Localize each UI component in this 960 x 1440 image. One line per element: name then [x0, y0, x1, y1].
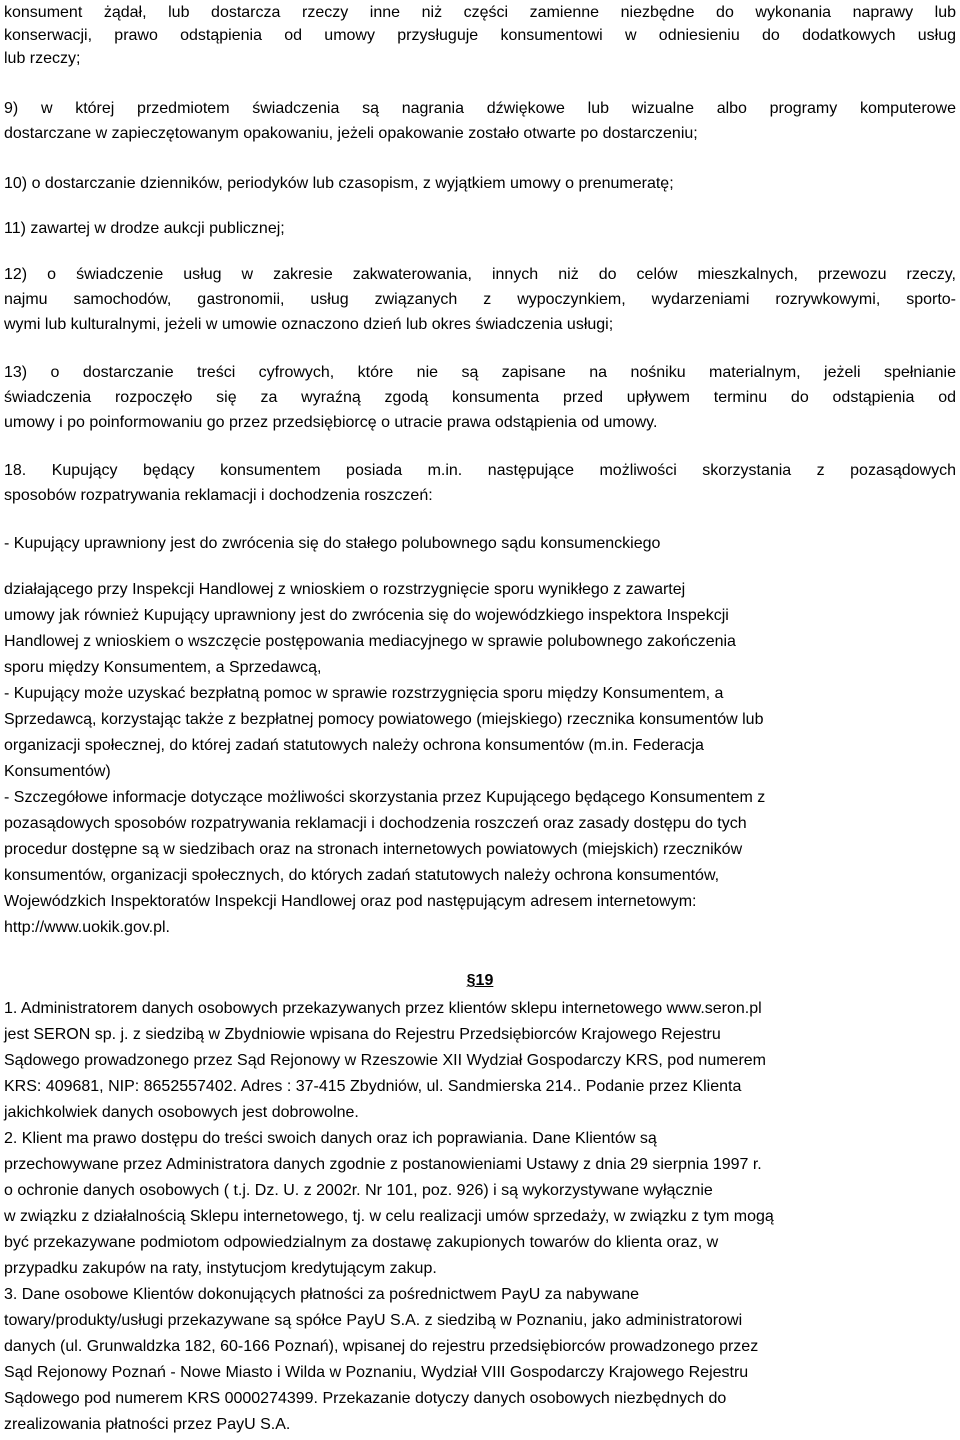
- text-line: 10) o dostarczanie dzienników, periodyków lub czasopism, z wyjątkiem umowy o prenumeratę;: [4, 175, 674, 192]
- text-line: - Kupujący uprawniony jest do zwrócenia się do stałego polubownego sądu konsumenckiego: [4, 535, 661, 552]
- text-line: w związku z działalnością Sklepu internetowego, tj. w celu realizacji umów sprzedaży, w związku z tym mogą: [4, 1208, 774, 1225]
- text-line: jakichkolwiek danych osobowych jest dobrowolne.: [4, 1104, 359, 1121]
- text-line: 1. Administratorem danych osobowych przekazywanych przez klientów sklepu internetowego www.seron.pl: [4, 1000, 762, 1017]
- section-number: §19: [466, 972, 494, 989]
- text-line: wymi lub kulturalnymi, jeżeli w umowie oznaczono dzień lub okres świadczenia usługi;: [4, 316, 614, 333]
- text-line: być przekazywane podmiotom odpowiedzialnym za dostawę zakupionych towarów do klienta oraz, w: [4, 1234, 719, 1251]
- text-line: konsument żądał, lub dostarcza rzeczy inne niż części zamienne niezbędne do wykonania naprawy lub: [4, 4, 956, 21]
- text-line: Handlowej z wnioskiem o wszczęcie postępowania mediacyjnego w sprawie polubownego zakończenia: [4, 633, 736, 650]
- text-line: Sądowego prowadzonego przez Sąd Rejonowy w Rzeszowie XII Wydział Gospodarczy KRS, pod numerem: [4, 1052, 767, 1069]
- text-line: Sądowego pod numerem KRS 0000274399. Przekazanie dotyczy danych osobowych niezbędnych do: [4, 1390, 727, 1407]
- text-line: - Szczegółowe informacje dotyczące możliwości skorzystania przez Kupującego będącego Konsumentem z: [4, 789, 766, 806]
- text-line: umowy i po poinformowaniu go przez przedsiębiorcę o utracie prawa odstąpienia od umowy.: [4, 414, 658, 431]
- text-line: jest SERON sp. j. z siedzibą w Zbydniowie wpisana do Rejestru Przedsiębiorców Krajowego Rejestru: [4, 1026, 721, 1043]
- text-line: przechowywane przez Administratora danych zgodnie z postanowieniami Ustawy z dnia 29 sierpnia 1997 r.: [4, 1156, 762, 1173]
- text-line: o ochronie danych osobowych ( t.j. Dz. U. z 2002r. Nr 101, poz. 926) i są wykorzystywane wyłącznie: [4, 1182, 713, 1199]
- text-line: umowy jak również Kupujący uprawniony jest do zwrócenia się do wojewódzkiego inspektora Inspekcji: [4, 607, 729, 624]
- section-heading: [0, 968, 960, 994]
- text-line: Sąd Rejonowy Poznań - Nowe Miasto i Wilda w Poznaniu, Wydział VIII Gospodarczy Krajowego Rejestru: [4, 1364, 749, 1381]
- text-line: sporu między Konsumentem, a Sprzedawcą,: [4, 659, 322, 676]
- text-line: pozasądowych sposobów rozpatrywania reklamacji i dochodzenia roszczeń oraz zasady dostępu do tych: [4, 815, 747, 832]
- text-line: 13) o dostarczanie treści cyfrowych, które nie są zapisane na nośniku materialnym, jeżeli spełnianie: [4, 364, 956, 381]
- text-line: 11) zawartej w drodze aukcji publicznej;: [4, 220, 285, 237]
- text-line: 18. Kupujący będący konsumentem posiada m.in. następujące możliwości skorzystania z pozasądowych: [4, 462, 956, 479]
- text-line: 12) o świadczenie usług w zakresie zakwaterowania, innych niż do celów mieszkalnych, przewozu rzeczy,: [4, 266, 956, 283]
- text-line: http://www.uokik.gov.pl.: [4, 919, 170, 936]
- text-line: 2. Klient ma prawo dostępu do treści swoich danych oraz ich poprawiania. Dane Klientów są: [4, 1130, 657, 1147]
- text-line: - Kupujący może uzyskać bezpłatną pomoc w sprawie rozstrzygnięcia sporu między Konsumentem, a: [4, 685, 724, 702]
- text-line: Sprzedawcą, korzystając także z bezpłatnej pomocy powiatowego (miejskiego) rzecznika konsumentów lub: [4, 711, 764, 728]
- text-line: działającego przy Inspekcji Handlowej z wnioskiem o rozstrzygnięcie sporu wynikłego z zawartej: [4, 581, 686, 598]
- text-line: 3. Dane osobowe Klientów dokonujących płatności za pośrednictwem PayU za nabywane: [4, 1286, 640, 1303]
- text-line: dostarczane w zapieczętowanym opakowaniu, jeżeli opakowanie zostało otwarte po dostarczeniu;: [4, 125, 698, 142]
- text-line: sposobów rozpatrywania reklamacji i dochodzenia roszczeń:: [4, 487, 433, 504]
- text-line: KRS: 409681, NIP: 8652557402. Adres : 37-415 Zbydniów, ul. Sandmierska 214.. Podanie przez Klienta: [4, 1078, 742, 1095]
- text-line: konsumentów, organizacji społecznych, do których zadań statutowych należy ochrona konsumentów,: [4, 867, 720, 884]
- text-line: lub rzeczy;: [4, 50, 81, 67]
- text-line: najmu samochodów, gastronomii, usług związanych z wypoczynkiem, wydarzeniami rozrywkowymi, sporto-: [4, 291, 956, 308]
- text-line: Wojewódzkich Inspektoratów Inspekcji Handlowej oraz pod następującym adresem internetowym:: [4, 893, 697, 910]
- text-line: procedur dostępne są w siedzibach oraz na stronach internetowych powiatowych (miejskich) rzeczników: [4, 841, 743, 858]
- text-line: przypadku zakupów na raty, instytucjom kredytującym zakup.: [4, 1260, 437, 1277]
- text-line: konserwacji, prawo odstąpienia od umowy przysługuje konsumentowi w odniesieniu do dodatkowych usług: [4, 27, 956, 44]
- text-line: świadczenia rozpoczęło się za wyraźną zgodą konsumenta przed upływem terminu do odstąpienia od: [4, 389, 956, 406]
- text-line: zrealizowania płatności przez PayU S.A.: [4, 1416, 291, 1433]
- text-line: Konsumentów): [4, 763, 111, 780]
- text-line: organizacji społecznej, do której zadań statutowych należy ochrona konsumentów (m.in. Federacja: [4, 737, 704, 754]
- text-line: towary/produkty/usługi przekazywane są spółce PayU S.A. z siedzibą w Poznaniu, jako administratorowi: [4, 1312, 743, 1329]
- text-line: danych (ul. Grunwaldzka 182, 60-166 Poznań), wpisanej do rejestru przedsiębiorców prowadzonego przez: [4, 1338, 759, 1355]
- text-line: 9) w której przedmiotem świadczenia są nagrania dźwiękowe lub wizualne albo programy komputerowe: [4, 100, 956, 117]
